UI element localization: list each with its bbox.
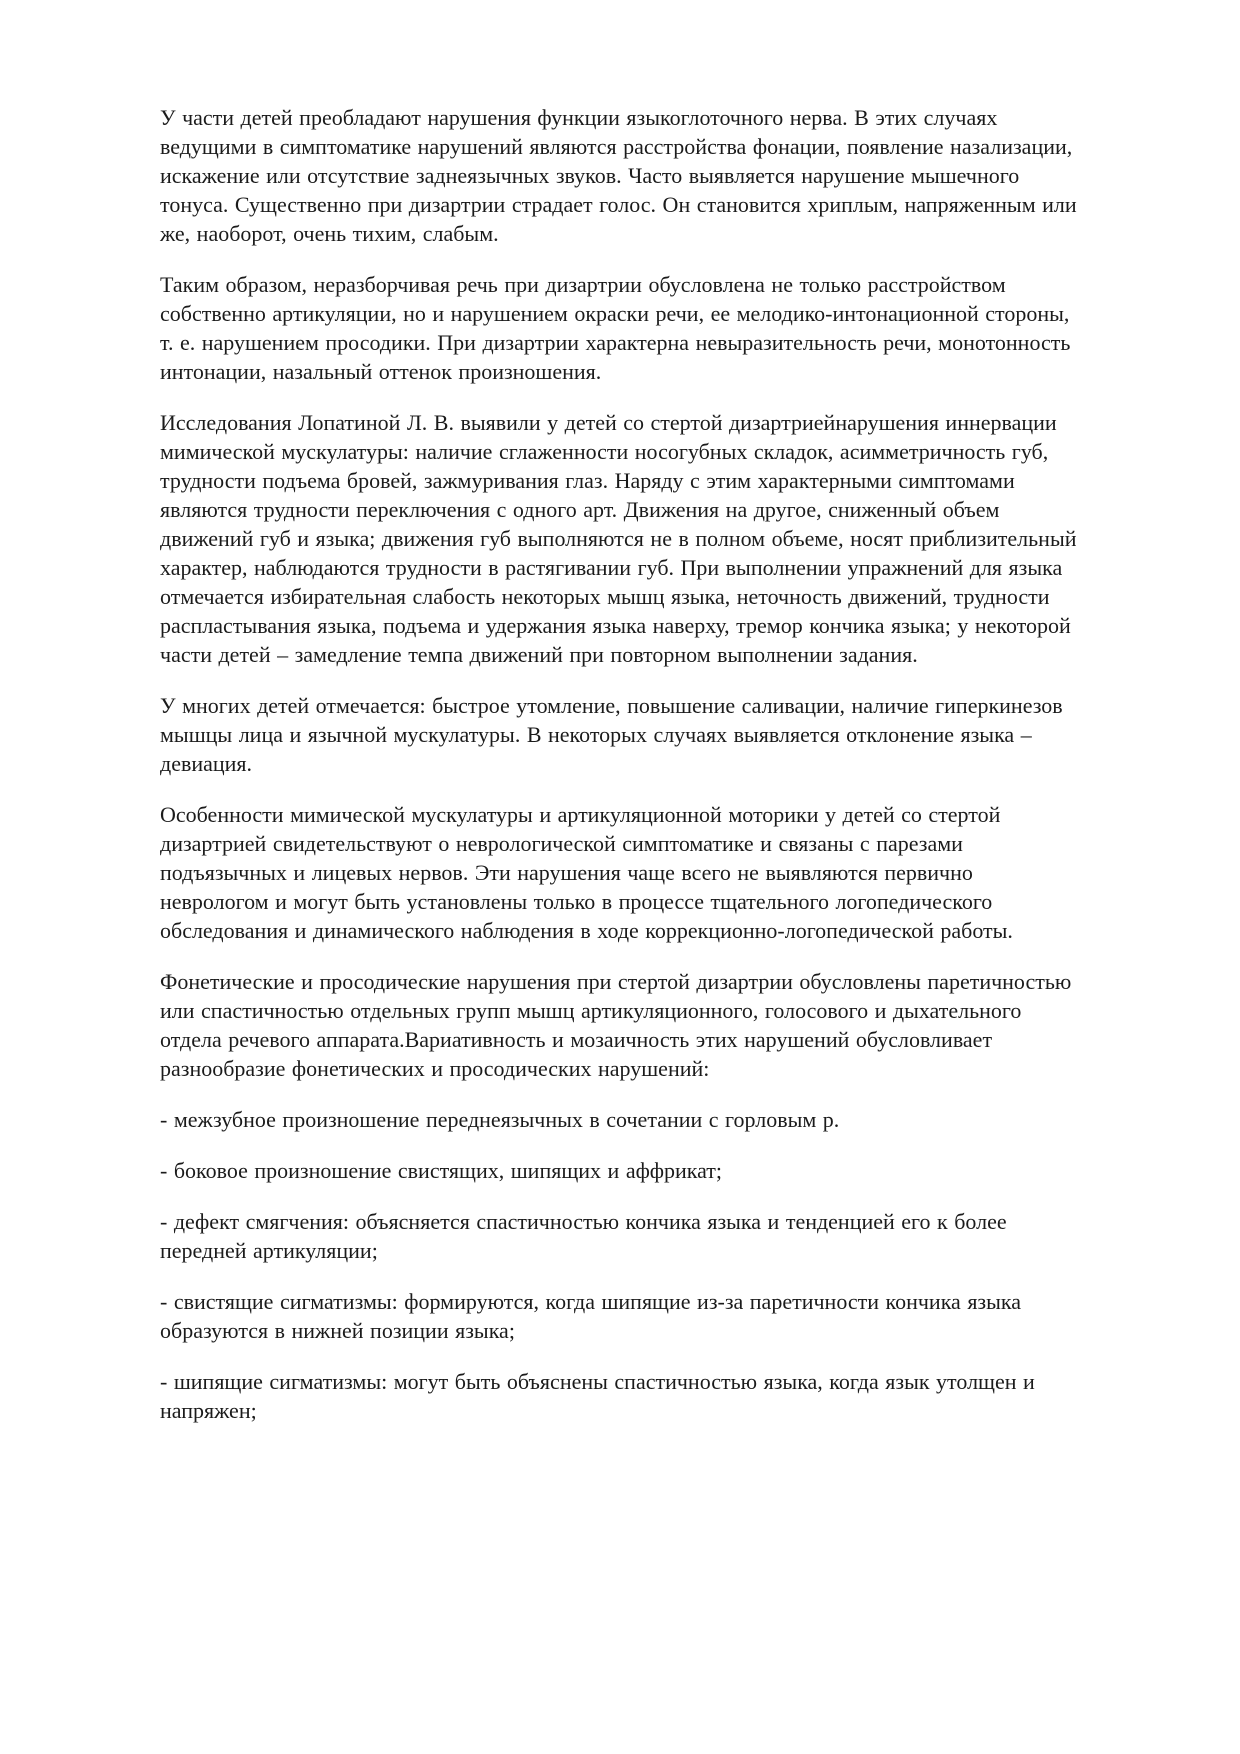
paragraph: У многих детей отмечается: быстрое утомление, повышение саливации, наличие гиперкинезов мышцы лица и язычной мускулатуры. В некоторых случаях выявляется отклонение языка – девиация. [160, 693, 1063, 776]
paragraph: Фонетические и просодические нарушения при стертой дизартрии обусловлены паретичностью или спастичностью отдельных групп мышц артикуляционного, голосового и дыхательного отдела речевого аппарата.Вариативность и мозаичность этих нарушений обусловливает разнообразие фонетических и просодических нарушений: [160, 969, 1072, 1081]
paragraph: У части детей преобладают нарушения функции языкоглоточного нерва. В этих случаях ведущими в симптоматике нарушений являются расстройства фонации, появление назализации, искажение или отсутствие заднеязычных звуков. Часто выявляется нарушение мышечного тонуса. Существенно при дизартрии страдает голос. Он становится хриплым, напряженным или же, наоборот, очень тихим, слабым. [160, 105, 1077, 246]
paragraph: Особенности мимической мускулатуры и артикуляционной моторики у детей со стертой дизартрией свидетельствуют о неврологической симптоматике и связаны с парезами подъязычных и лицевых нервов. Эти нарушения чаще всего не выявляются первично неврологом и могут быть установлены только в процессе тщательного логопедического обследования и динамического наблюдения в ходе коррекционно-логопедической работы. [160, 802, 1013, 943]
list-item-paragraph: - межзубное произношение переднеязычных в сочетании с горловым р. [160, 1107, 840, 1132]
list-item-paragraph: - шипящие сигматизмы: могут быть объяснены спастичностью языка, когда язык утолщен и напряжен; [160, 1369, 1035, 1423]
list-item-paragraph: - свистящие сигматизмы: формируются, когда шипящие из-за паретичности кончика языка образуются в нижней позиции языка; [160, 1289, 1022, 1343]
list-item-paragraph: - боковое произношение свистящих, шипящих и аффрикат; [160, 1158, 723, 1183]
document-body [160, 103, 1082, 1425]
list-item-paragraph: - дефект смягчения: объясняется спастичностью кончика языка и тенденцией его к более передней артикуляции; [160, 1209, 1007, 1263]
paragraph: Исследования Лопатиной Л. В. выявили у детей со стертой дизартриейнарушения иннервации мимической мускулатуры: наличие сглаженности носогубных складок, асимметричность губ, трудности подъема бровей, зажмуривания глаз. Наряду с этим характерными симптомами являются трудности переключения с одного арт. Движения на другое, сниженный объем движений губ и языка; движения губ выполняются не в полном объеме, носят приблизительный характер, наблюдаются трудности в растягивании губ. При выполнении упражнений для языка отмечается избирательная слабость некоторых мышц языка, неточность движений, трудности распластывания языка, подъема и удержания языка наверху, тремор кончика языка; у некоторой части детей – замедление темпа движений при повторном выполнении задания. [160, 410, 1077, 667]
paragraph: Таким образом, неразборчивая речь при дизартрии обусловлена не только расстройством собственно артикуляции, но и нарушением окраски речи, ее мелодико-интонационной стороны, т. е. нарушением просодики. При дизартрии характерна невыразительность речи, монотонность интонации, назальный оттенок произношения. [160, 272, 1071, 384]
